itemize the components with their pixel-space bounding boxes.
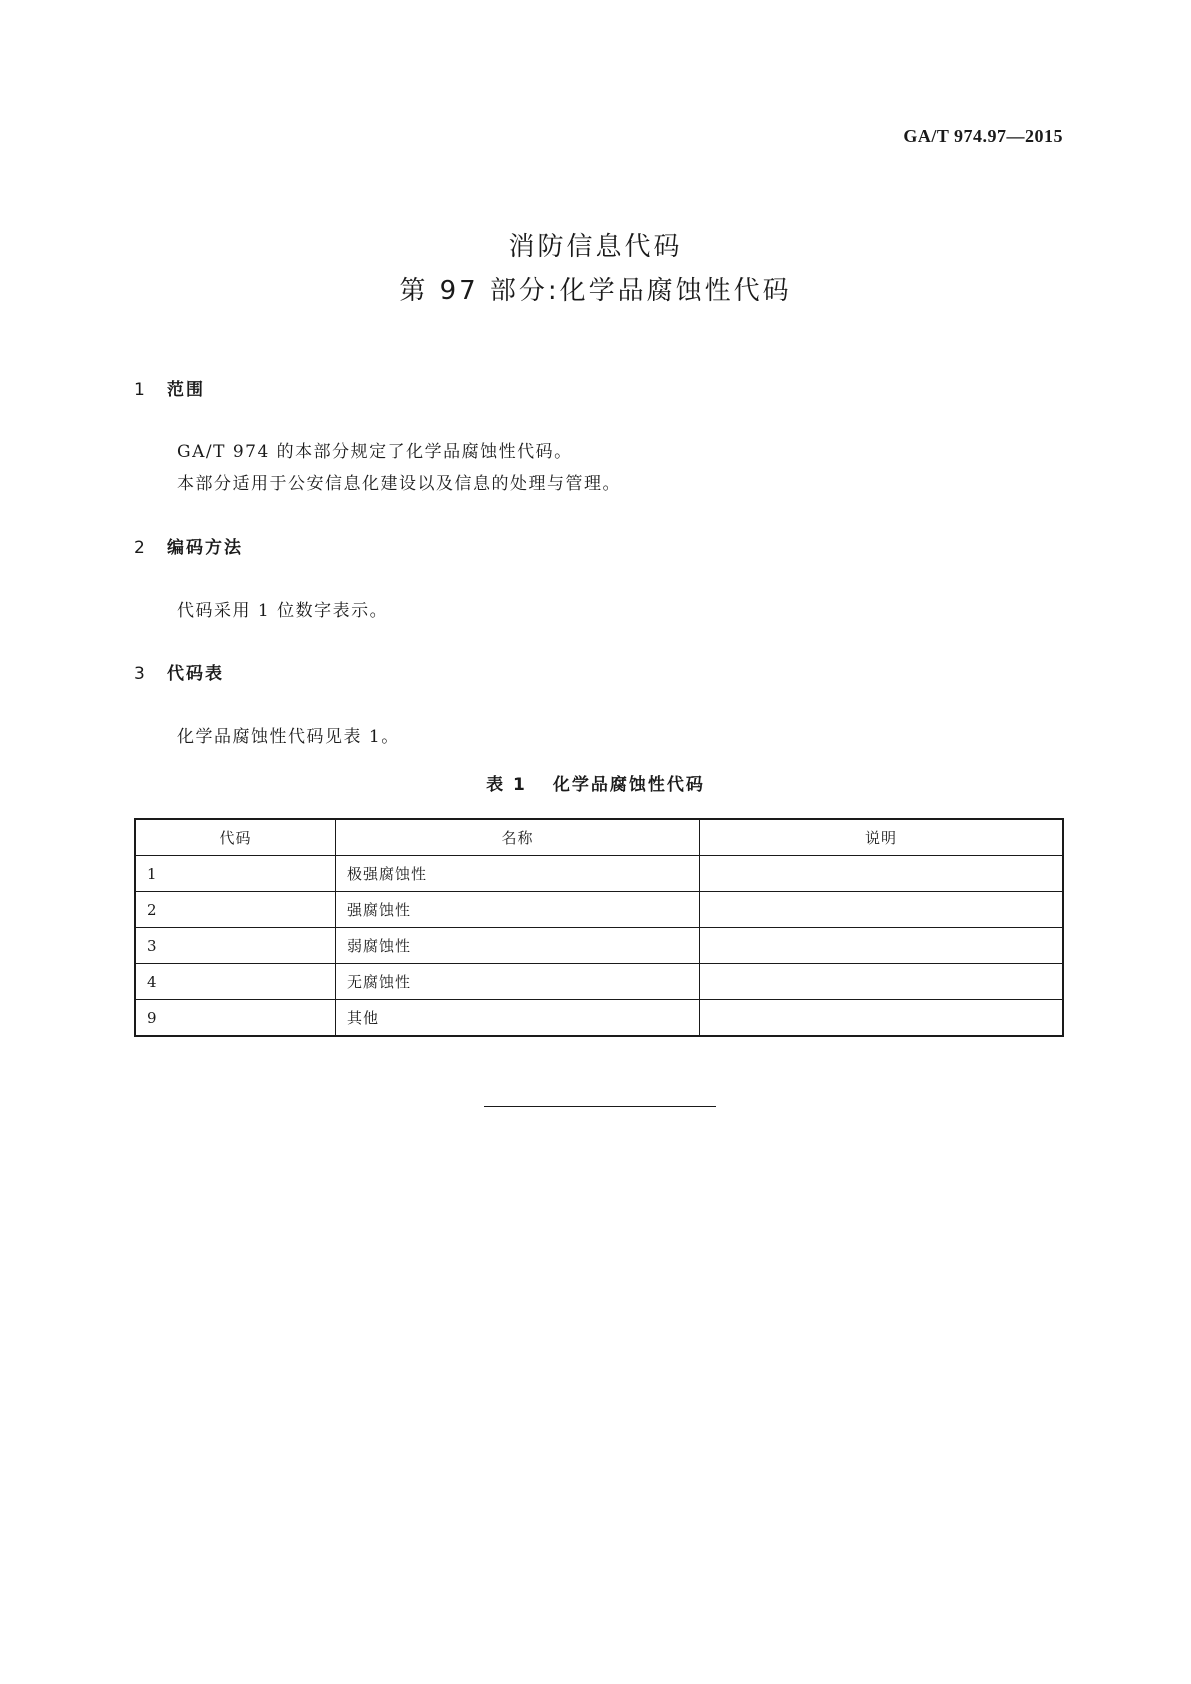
cell-description — [700, 892, 1064, 928]
header-code: 代码 — [135, 819, 336, 856]
section-3-paragraph-1: 化学品腐蚀性代码见表 1。 — [177, 727, 400, 747]
table-row — [135, 964, 1063, 1000]
cell-description — [700, 964, 1064, 1000]
cell-code: 4 — [135, 964, 336, 1000]
section-2-paragraph-1: 代码采用 1 位数字表示。 — [177, 601, 389, 621]
table-row — [135, 1000, 1063, 1037]
cell-description — [700, 928, 1064, 964]
cell-name: 极强腐蚀性 — [336, 856, 700, 892]
section-number: 2 — [134, 538, 147, 558]
table-row — [135, 892, 1063, 928]
section-title: 代码表 — [167, 664, 224, 684]
section-1-paragraph-2: 本部分适用于公安信息化建设以及信息的处理与管理。 — [177, 474, 621, 494]
section-number: 1 — [134, 380, 147, 400]
cell-code: 3 — [135, 928, 336, 964]
cell-description — [700, 1000, 1064, 1037]
title-line-1: 消防信息代码 — [508, 232, 683, 262]
table-header-row — [135, 819, 1063, 856]
table-row — [135, 856, 1063, 892]
standard-number: GA/T 974.97—2015 — [903, 126, 1063, 146]
end-of-document-rule — [484, 1106, 716, 1107]
title-line-2: 第 97 部分:化学品腐蚀性代码 — [399, 276, 792, 306]
document-title — [0, 225, 1191, 313]
header-description: 说明 — [700, 819, 1064, 856]
header-name: 名称 — [336, 819, 700, 856]
code-table — [134, 818, 1064, 1037]
section-3-heading — [134, 659, 224, 684]
section-number: 3 — [134, 664, 147, 684]
section-title: 编码方法 — [167, 538, 243, 558]
cell-name: 无腐蚀性 — [336, 964, 700, 1000]
table-caption — [0, 770, 1191, 795]
cell-name: 弱腐蚀性 — [336, 928, 700, 964]
cell-name: 强腐蚀性 — [336, 892, 700, 928]
section-title: 范围 — [167, 380, 205, 400]
cell-code: 9 — [135, 1000, 336, 1037]
table-caption-number: 表 1 — [486, 775, 527, 795]
table-row — [135, 928, 1063, 964]
section-2-heading — [134, 533, 243, 558]
cell-description — [700, 856, 1064, 892]
section-1-paragraph-1: GA/T 974 的本部分规定了化学品腐蚀性代码。 — [177, 442, 573, 462]
cell-code: 1 — [135, 856, 336, 892]
cell-name: 其他 — [336, 1000, 700, 1037]
table-caption-title: 化学品腐蚀性代码 — [552, 775, 705, 795]
section-1-heading — [134, 375, 205, 400]
cell-code: 2 — [135, 892, 336, 928]
